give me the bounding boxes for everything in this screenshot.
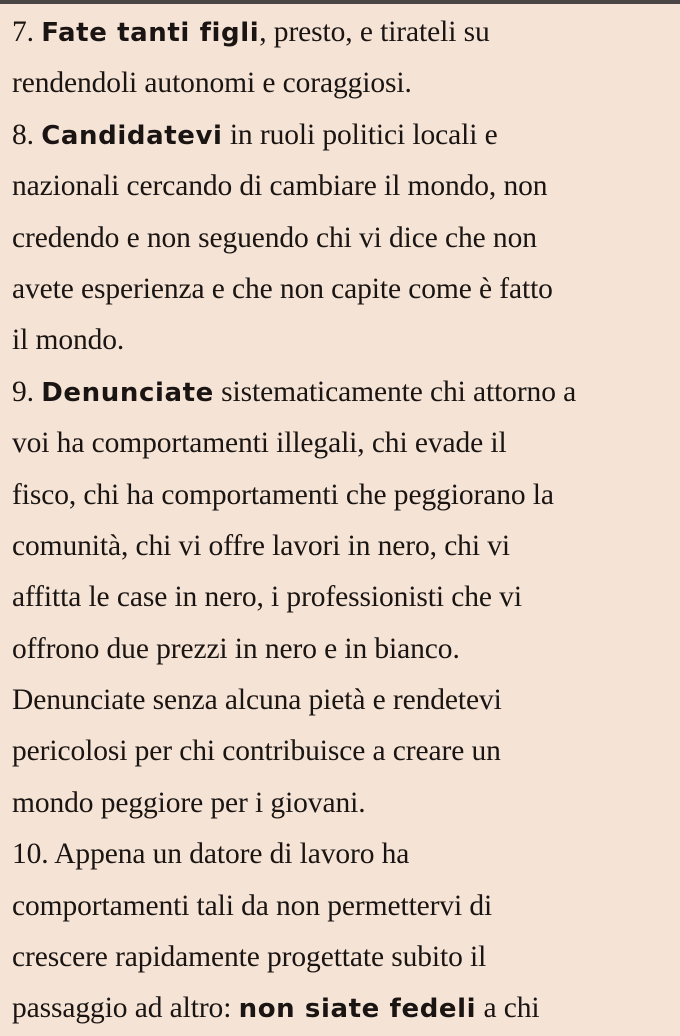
text-line — [12, 7, 676, 58]
text-line — [12, 110, 676, 161]
body-text: sistematicamente chi attorno a — [213, 375, 577, 408]
text-line — [12, 881, 676, 932]
body-text: affitta le case in nero, i professionisti che vi — [12, 581, 522, 614]
article-body — [12, 7, 676, 1035]
body-text: avete esperienza e che non capite come è fatto — [12, 272, 553, 305]
body-text: il mondo. — [12, 324, 125, 357]
body-text: mondo peggiore per i giovani. — [12, 786, 366, 819]
body-text: comportamenti tali da non permettervi di — [12, 889, 493, 922]
body-text: a chi — [476, 992, 540, 1025]
body-text: , presto, e tirateli su — [259, 16, 490, 48]
body-text: comunità, chi vi offre lavori in nero, chi vi — [12, 529, 510, 562]
emphasis-text: Fate tanti figli — [41, 18, 260, 48]
emphasis-text: non siate fedeli — [238, 994, 477, 1025]
emphasis-text: Denunciate — [41, 377, 214, 408]
text-line — [12, 675, 676, 726]
text-line — [12, 213, 676, 264]
body-text: in ruoli politici locali e — [222, 118, 498, 151]
emphasis-text: Candidatevi — [41, 120, 223, 151]
body-text: fisco, chi ha comportamenti che peggiorano la — [12, 478, 554, 511]
body-text: pericolosi per chi contribuisce a creare un — [12, 735, 501, 768]
text-line — [12, 418, 676, 469]
text-line — [12, 315, 676, 366]
text-line — [12, 778, 676, 829]
top-divider — [0, 0, 680, 4]
body-text: offrono due prezzi in nero e in bianco. — [12, 632, 460, 665]
body-text: rendendoli autonomi e coraggiosi. — [12, 67, 412, 100]
body-text: voi ha comportamenti illegali, chi evade il — [12, 427, 507, 460]
text-line — [12, 470, 676, 521]
text-line — [12, 726, 676, 777]
text-line — [12, 624, 676, 675]
body-text: 7. — [12, 16, 42, 48]
text-line — [12, 829, 676, 880]
body-text: 10. Appena un datore di lavoro ha — [12, 838, 410, 871]
text-line — [12, 572, 676, 623]
text-line — [12, 264, 676, 315]
text-line — [12, 983, 676, 1034]
text-line — [12, 932, 676, 983]
text-line — [12, 521, 676, 572]
text-line — [12, 58, 676, 109]
body-text: Denunciate senza alcuna pietà e rendetevi — [12, 684, 502, 717]
body-text: 9. — [12, 375, 42, 408]
body-text: passaggio ad altro: — [12, 992, 239, 1025]
body-text: crescere rapidamente progettate subito il — [12, 941, 487, 974]
text-line — [12, 367, 676, 418]
text-line — [12, 161, 676, 212]
body-text: nazionali cercando di cambiare il mondo, non — [12, 170, 548, 203]
body-text: credendo e non seguendo chi vi dice che non — [12, 221, 537, 254]
body-text: 8. — [12, 118, 42, 151]
